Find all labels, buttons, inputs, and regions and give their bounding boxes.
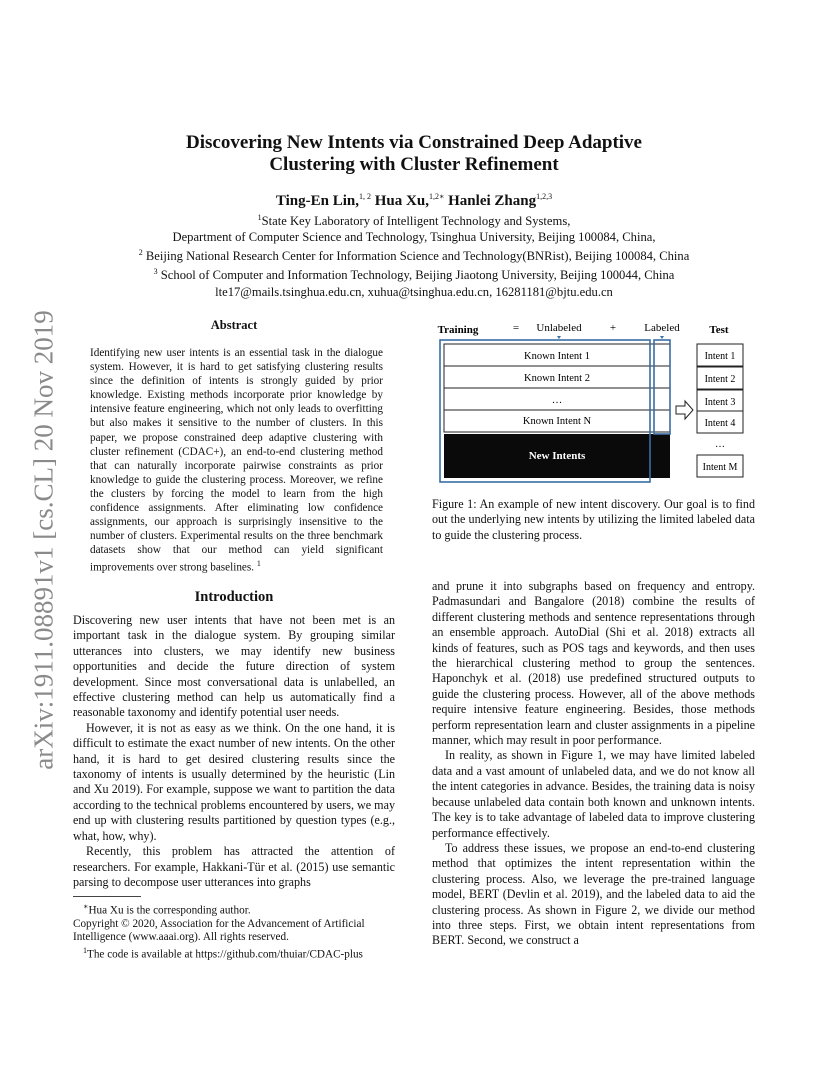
paper-title bbox=[0, 132, 828, 176]
aff-sup-2: 2 bbox=[138, 248, 143, 258]
fig-test-6-label: Intent M bbox=[702, 462, 738, 473]
arxiv-stamp: arXiv:1911.08891v1 [cs.CL] 20 Nov 2019 bbox=[28, 310, 59, 770]
aff-sup-1: 1 bbox=[257, 213, 262, 222]
aff-sup-3: 3 bbox=[153, 267, 158, 277]
title-line-1: Discovering New Intents via Constrained Deep Adaptive bbox=[186, 132, 642, 153]
footnotes bbox=[73, 900, 395, 962]
figure-1-caption: Figure 1: An example of new intent discovery. Our goal is to find out the underlying new intents by utilizing the limited labeled data to guide the clustering process. bbox=[432, 497, 755, 542]
author-2-sup: 1,2∗ bbox=[428, 192, 445, 201]
fig-equals: = bbox=[512, 322, 520, 334]
fig-labeled-marker bbox=[660, 336, 664, 339]
intro-paragraph-1: Discovering new user intents that have not been met is an important task in the dialogue system. By grouping similar utterances into clusters, we may identify new business opportunities and decide the future direction of system development. Since most conversational data is unlabelled, an effective clustering method can help us automatically find a reasonable taxonomy and identify potential user needs. bbox=[73, 613, 395, 720]
emails: lte17@mails.tsinghua.edu.cn, xuhua@tsinghua.edu.cn, 16281181@bjtu.edu.cn bbox=[215, 284, 613, 299]
author-1: Ting-En Lin, bbox=[275, 193, 360, 209]
fig-row-1-label: Known Intent 1 bbox=[524, 351, 590, 362]
intro-paragraph-3: Recently, this problem has attracted the attention of researchers. For example, Hakkani-Tür et al. (2015) use semantic parsing to decompose user utterances into graphs bbox=[73, 844, 395, 889]
fig-test-1-label: Intent 1 bbox=[704, 351, 736, 362]
aff-line-4: School of Computer and Information Technology, Beijing Jiaotong University, Beijing 100044, China bbox=[160, 268, 675, 283]
fig-unlabeled-marker bbox=[557, 336, 561, 339]
abstract-text: Identifying new user intents is an essential task in the dialogue system. However, it is hard to get satisfying clustering results since the definition of intents is strongly guided by prior knowledge. Existing methods incorporate prior knowledge by intensive feature engineering, which not only leads to overfitting but also makes it sensitive to the number of clusters. In this paper, we propose constrained deep adaptive clustering with cluster refinement (CDAC+), an end-to-end clustering method that can naturally incorporate pairwise constraints as prior knowledge to guide the clustering process. Moreover, we refine the clusters by forcing the model to learn from the high confidence assignments. After eliminating low confidence assignments, our approach is surprisingly insensitive to the number of clusters. Experimental results on the three benchmark datasets show that our method can yield significant improvements over strong baselines. bbox=[90, 347, 383, 575]
copyright: Copyright © 2020, Association for the Advancement of Artificial Intelligence (www.aaai.org). All rights reserved. bbox=[73, 917, 365, 944]
right-paragraph-2: In reality, as shown in Figure 1, we may have limited labeled data and a vast amount of unlabeled data, and we do not know all the intent categories in advance. Besides, the training data is noisy because unlabeled data contain both known and unknown intents. The key is to take advantage of labeled data to improve clustering performance effectively. bbox=[432, 748, 755, 840]
author-3: Hanlei Zhang bbox=[448, 193, 537, 209]
abstract-body bbox=[90, 346, 383, 575]
fig-test-5-label: … bbox=[715, 439, 725, 450]
fig-training-label: Training bbox=[437, 324, 479, 336]
abstract-footnote-mark: 1 bbox=[256, 559, 261, 569]
intro-paragraph-2: However, it is not as easy as we think. On the one hand, it is difficult to estimate the exact number of new intents. On the other hand, it is hard to get desired clustering results since the taxonomy of intents is usually determined by the heuristic (Lin and Xu 2019). For example, suppose we want to partition the data according to the technical problems encountered by users, we may end up with clustering results partitioned by question types (e.g., what, how, why). bbox=[73, 720, 395, 843]
fn1-text: Hua Xu is the corresponding author. bbox=[88, 904, 251, 917]
fn1-mark: ∗ bbox=[83, 902, 89, 911]
fig-row-2-label: Known Intent 2 bbox=[524, 373, 590, 384]
fig-row-4-label: Known Intent N bbox=[522, 416, 592, 427]
aff-line-3: Beijing National Research Center for Information Science and Technology(BNRist), Beijing 100084, China bbox=[145, 249, 690, 264]
fig-test-2-label: Intent 2 bbox=[704, 374, 736, 385]
right-paragraph-1: and prune it into subgraphs based on frequency and entropy. Padmasundari and Bangalore (2018) combine the results of different clustering methods and sentence representations through an ensemble approach. AutoDial (Shi et al. 2018) extracts all kinds of features, such as POS tags and keywords, and then uses the hierarchical clustering method to group the sentences. Haponchyk et al. (2018) use predefined structured outputs to guide the clustering process. However, all of the above methods require intensive feature engineering. Besides, those methods perform representation learn and cluster assignments in a pipeline manner, which may result in poor performance. bbox=[432, 579, 755, 748]
fig-arrow-icon bbox=[676, 401, 693, 419]
author-2: Hua Xu, bbox=[374, 193, 429, 209]
intro-heading: Introduction bbox=[194, 589, 274, 605]
title-line-2: Clustering with Cluster Refinement bbox=[269, 154, 559, 175]
author-1-sup: 1, 2 bbox=[359, 192, 372, 201]
affiliations bbox=[0, 210, 828, 300]
fig-test-label: Test bbox=[709, 324, 729, 336]
fig-unlabeled-label: Unlabeled bbox=[536, 322, 582, 334]
aff-line-1: State Key Laboratory of Intelligent Technology and Systems, bbox=[261, 214, 571, 229]
fig-test-4-label: Intent 4 bbox=[704, 418, 736, 429]
fn2-mark: 1 bbox=[83, 946, 87, 956]
fig-plus: + bbox=[609, 322, 617, 334]
aff-line-2: Department of Computer Science and Technology, Tsinghua University, Beijing 100084, China, bbox=[172, 230, 656, 245]
footnote-rule bbox=[73, 896, 141, 897]
right-paragraph-3: To address these issues, we propose an end-to-end clustering method that optimizes the intent representation within the clustering process. Also, we leverage the pre-trained language model, BERT (Devlin et al. 2019), and the labeled data to aid the clustering process. As shown in Figure 2, we divide our method into three steps. First, we obtain intent representations from BERT. Second, we construct a bbox=[432, 840, 755, 948]
intro-body bbox=[73, 613, 395, 890]
fig-test-3-label: Intent 3 bbox=[704, 397, 736, 408]
fig-row-3-label: … bbox=[551, 395, 563, 406]
right-column-body bbox=[432, 579, 755, 949]
fn2-text: The code is available at https://github.com/thuiar/CDAC-plus bbox=[87, 949, 363, 962]
fig-labeled-label: Labeled bbox=[644, 322, 680, 334]
fig-new-intents-label: New Intents bbox=[528, 450, 586, 462]
figure-1 bbox=[430, 316, 760, 486]
abstract-heading: Abstract bbox=[210, 318, 258, 332]
author-list bbox=[0, 192, 828, 210]
author-3-sup: 1,2,3 bbox=[536, 192, 553, 201]
